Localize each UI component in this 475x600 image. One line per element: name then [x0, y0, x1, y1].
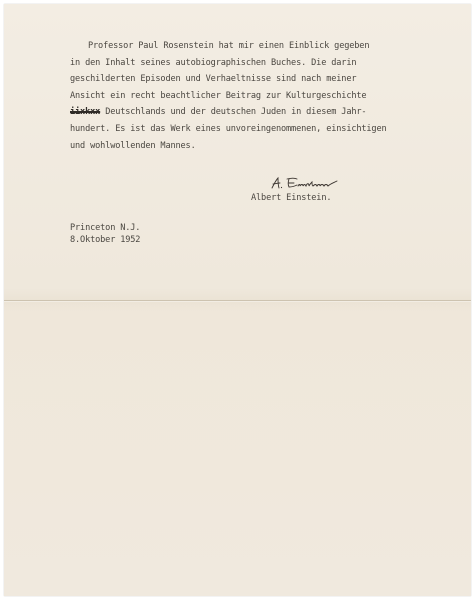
place-and-date: [70, 223, 140, 246]
letter-line-3: geschilderten Episoden und Verhaeltnisse sind nach meiner: [70, 74, 357, 85]
paper-fold-highlight: [4, 301, 471, 302]
letter-line-5: [70, 104, 430, 121]
signatory-name: Albert Einstein.: [251, 193, 332, 203]
place: Princeton N.J.: [70, 223, 141, 233]
letter-line-4: Ansicht ein recht beachtlicher Beitrag zur Kulturgeschichte: [70, 90, 367, 101]
struck-word: iixkxx: [70, 107, 101, 118]
letter-line-7: und wohlwollenden Mannes.: [70, 140, 196, 151]
letter-line-6: hundert. Es ist das Werk eines unvoreingenommenen, einsichtigen: [70, 123, 387, 134]
letter-sheet: [4, 4, 471, 596]
letter-line-1: Professor Paul Rosenstein hat mir einen Einblick gegeben: [88, 41, 370, 51]
date: 8.Oktober 1952: [70, 234, 141, 245]
letter-body: [70, 38, 430, 154]
letter-line-2: in den Inhalt seines autobiographischen Buches. Die darin: [70, 57, 357, 68]
handwritten-signature: [269, 175, 341, 191]
letter-line-5-text: Deutschlands und der deutschen Juden in diesem Jahr-: [105, 107, 367, 118]
